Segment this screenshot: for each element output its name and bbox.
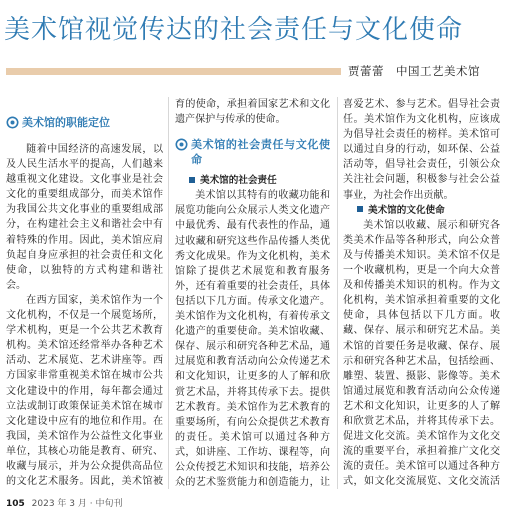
square-bullet-icon <box>357 206 363 212</box>
paragraph: 育的使命，承担着国家艺术和文化遗产保护与传承的使命。 <box>175 99 330 126</box>
paragraph: 美术馆以其特有的收藏功能和展览功能向公众展示人类文化遗产中最优秀、最有代表性的作品，通过收藏和研究这些作品传播人类优秀文化成果。作为文化机构，美术馆除了提供艺术展览和教育服务外，还有着重要的社会责任，具体包括以下几方面。传承文化遗产。美术馆作为文化机构，有着传承文化遗产的重要使命。美术馆收藏、保存、展示和研究各种艺术品，通过展览和教育活动向公众传递艺术和文化知识，让更多的人了解和欣赏艺术品，并将其传承下去。提供艺术教育。美术馆作为艺术教育的重要场所，有向公众提供艺术教育的责任。美术馆可以通过各种方式，如讲座、工作坊、课程等，向公众传授艺术知识和技能，培养公众的艺术鉴赏能力和创造能力，让 <box>175 190 330 489</box>
text-column-2 <box>175 97 330 489</box>
article-author: 贾蕾蕾 中国工艺美术馆 <box>348 64 480 78</box>
paragraph: 随着中国经济的高速发展，以及人民生活水平的提高，人们越来越重视文化建设。文化事业是社会文化的重要组成部分，而美术馆作为我国公共文化事业的重要组成部分，在构建社会主义和谐社会中有着特殊的作用。因此，美术馆应肩负起自身应承担的社会责任和文化使命，以独特的方式构建和谐社会。 <box>6 144 163 291</box>
paragraph: 喜爱艺术、参与艺术。倡导社会责任。美术馆作为文化机构，应该成为倡导社会责任的榜样。美术馆可以通过自身的行动，如环保、公益活动等，倡导社会责任，引领公众关注社会问题，积极参与社会公益事业，为社会作出贡献。 <box>343 99 500 201</box>
section-heading-text: 美术馆的社会责任与文化使命 <box>191 138 330 167</box>
column-divider <box>337 97 338 489</box>
byline-divider-bar <box>6 68 341 75</box>
article-title: 美术馆视觉传达的社会责任与文化使命 <box>4 15 464 45</box>
column-divider <box>168 97 169 489</box>
square-bullet-icon <box>189 177 195 183</box>
text-column-3 <box>343 97 500 489</box>
subsection-heading-text: 美术馆的社会责任 <box>200 175 277 187</box>
issue-info: 2023 年 3 月 · 中旬刊 <box>31 499 123 509</box>
subsection-heading <box>175 173 330 188</box>
circle-dot-icon <box>175 138 188 151</box>
circle-dot-icon <box>6 116 19 129</box>
paragraph: 美术馆以收藏、展示和研究各类美术作品等各种形式，向公众普及与传播美术知识。美术馆不仅是一个收藏机构，更是一个向大众普及和传播美术知识的机构。作为文化机构，美术馆承担着重要的文化使命，具体包括以下几方面。收藏、保存、展示和研究艺术品。美术馆的首要任务是收藏、保存、展示和研究各种艺术品，包括绘画、雕塑、装置、摄影、影像等。美术馆通过展览和教育活动向公众传递艺术和文化知识，让更多的人了解和欣赏艺术品，并将其传承下去。促进文化交流。美术馆作为文化交流的重要平台，承担着推广文化交流的责任。美术馆可以通过各种方式，如文化交流展览、文化交流活 <box>343 219 500 488</box>
section-heading-text: 美术馆的职能定位 <box>22 116 110 129</box>
section-heading <box>175 137 330 167</box>
subsection-heading-text: 美术馆的文化使命 <box>368 204 445 216</box>
subsection-heading <box>343 203 500 218</box>
section-heading <box>6 115 163 130</box>
paragraph: 在西方国家，美术馆作为一个文化机构，不仅是一个展览场所，学术机构，更是一个公共艺术教育机构。美术馆还经常举办各种艺术活动、艺术展览、艺术讲座等。西方国家非常重视美术馆在城市公共文化建设中的作用，每年都会通过立法或制订政策保证美术馆在城市文化建设中应有的地位和作用。在我国，美术馆作为公益性文化事业单位，其核心功能是教育、研究、收藏与展示，并为公众提供高品位的文化艺术服务。因此，美术馆被 <box>6 294 163 488</box>
page-number: 105 <box>6 499 25 509</box>
text-column-1 <box>6 97 163 489</box>
page-footer <box>6 497 306 511</box>
